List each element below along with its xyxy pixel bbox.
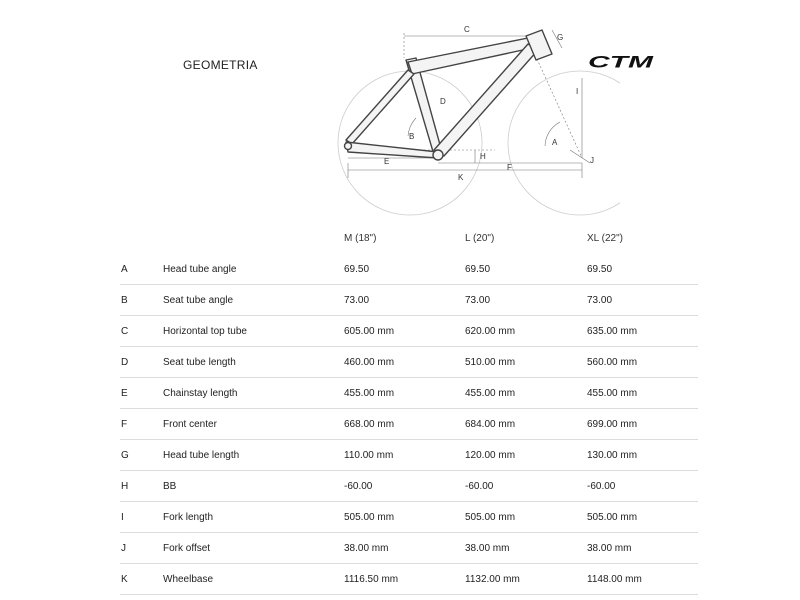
dim-j xyxy=(570,150,590,163)
value-xl: 635.00 mm xyxy=(587,326,638,337)
column-header-xl: XL (22") xyxy=(587,233,623,244)
table-row xyxy=(120,378,698,409)
value-l: 73.00 xyxy=(465,295,491,306)
row-name: Seat tube angle xyxy=(163,295,234,306)
value-xl: 1148.00 mm xyxy=(587,574,642,585)
value-l: 510.00 mm xyxy=(465,357,516,368)
value-m: 110.00 mm xyxy=(344,450,394,461)
front-wheel xyxy=(508,71,620,215)
table-row xyxy=(120,285,698,316)
label-i: I xyxy=(576,87,579,96)
value-m: 69.50 xyxy=(344,264,370,275)
value-m: 605.00 mm xyxy=(344,326,395,337)
label-b: B xyxy=(409,132,415,141)
row-key: F xyxy=(121,419,128,430)
value-m: -60.00 xyxy=(344,481,373,492)
label-c: C xyxy=(464,25,470,34)
row-key: K xyxy=(121,574,128,585)
table-row xyxy=(120,471,698,502)
value-xl: 699.00 mm xyxy=(587,419,638,430)
label-a: A xyxy=(552,138,558,147)
value-l: 620.00 mm xyxy=(465,326,516,337)
table-row xyxy=(120,254,698,285)
row-name: Head tube length xyxy=(163,450,240,461)
table-row xyxy=(120,316,698,347)
table-row xyxy=(120,440,698,471)
geometry-table xyxy=(120,254,698,595)
label-f: F xyxy=(507,163,512,172)
value-m: 460.00 mm xyxy=(344,357,395,368)
row-key: B xyxy=(121,295,128,306)
row-key: E xyxy=(121,388,128,399)
page-title: GEOMETRIA xyxy=(183,58,258,72)
value-l: 38.00 mm xyxy=(465,543,510,554)
value-xl: 130.00 mm xyxy=(587,450,638,461)
table-header xyxy=(0,233,800,247)
value-m: 455.00 mm xyxy=(344,388,395,399)
row-key: J xyxy=(121,543,126,554)
label-h: H xyxy=(480,152,486,161)
frame-geometry-diagram xyxy=(320,18,620,228)
value-xl: 69.50 xyxy=(587,264,613,275)
value-xl: 505.00 mm xyxy=(587,512,638,523)
value-m: 668.00 mm xyxy=(344,419,395,430)
row-name: Horizontal top tube xyxy=(163,326,247,337)
label-d: D xyxy=(440,97,446,106)
column-header-l: L (20") xyxy=(465,233,495,244)
value-l: 455.00 mm xyxy=(465,388,516,399)
label-j: J xyxy=(590,156,594,165)
value-xl: 73.00 xyxy=(587,295,613,306)
row-key: I xyxy=(121,512,124,523)
label-g: G xyxy=(557,33,564,42)
value-m: 73.00 xyxy=(344,295,370,306)
value-l: 505.00 mm xyxy=(465,512,516,523)
row-name: Fork length xyxy=(163,512,214,523)
row-key: A xyxy=(121,264,128,275)
label-e: E xyxy=(384,157,390,166)
column-header-m: M (18") xyxy=(344,233,377,244)
table-row xyxy=(120,409,698,440)
value-l: 69.50 xyxy=(465,264,491,275)
logo-text: CTM xyxy=(588,53,653,72)
label-k: K xyxy=(458,173,464,182)
value-xl: 560.00 mm xyxy=(587,357,638,368)
value-l: 684.00 mm xyxy=(465,419,516,430)
row-name: Front center xyxy=(163,419,217,430)
value-xl: 38.00 mm xyxy=(587,543,632,554)
table-row xyxy=(120,533,698,564)
row-name: Chainstay length xyxy=(163,388,238,399)
value-m: 38.00 mm xyxy=(344,543,389,554)
value-m: 505.00 mm xyxy=(344,512,395,523)
value-l: 1132.00 mm xyxy=(465,574,520,585)
value-xl: 455.00 mm xyxy=(587,388,638,399)
value-l: 120.00 mm xyxy=(465,450,516,461)
value-m: 1116.50 mm xyxy=(344,574,399,585)
row-key: D xyxy=(121,357,129,368)
bike-frame xyxy=(345,30,553,160)
row-name: BB xyxy=(163,481,177,492)
row-name: Seat tube length xyxy=(163,357,236,368)
row-key: G xyxy=(121,450,129,461)
table-row xyxy=(120,347,698,378)
value-l: -60.00 xyxy=(465,481,494,492)
row-name: Fork offset xyxy=(163,543,211,554)
row-name: Wheelbase xyxy=(163,574,214,585)
row-name: Head tube angle xyxy=(163,264,237,275)
row-key: H xyxy=(121,481,129,492)
value-xl: -60.00 xyxy=(587,481,616,492)
row-key: C xyxy=(121,326,129,337)
table-row xyxy=(120,502,698,533)
table-row xyxy=(120,564,698,595)
